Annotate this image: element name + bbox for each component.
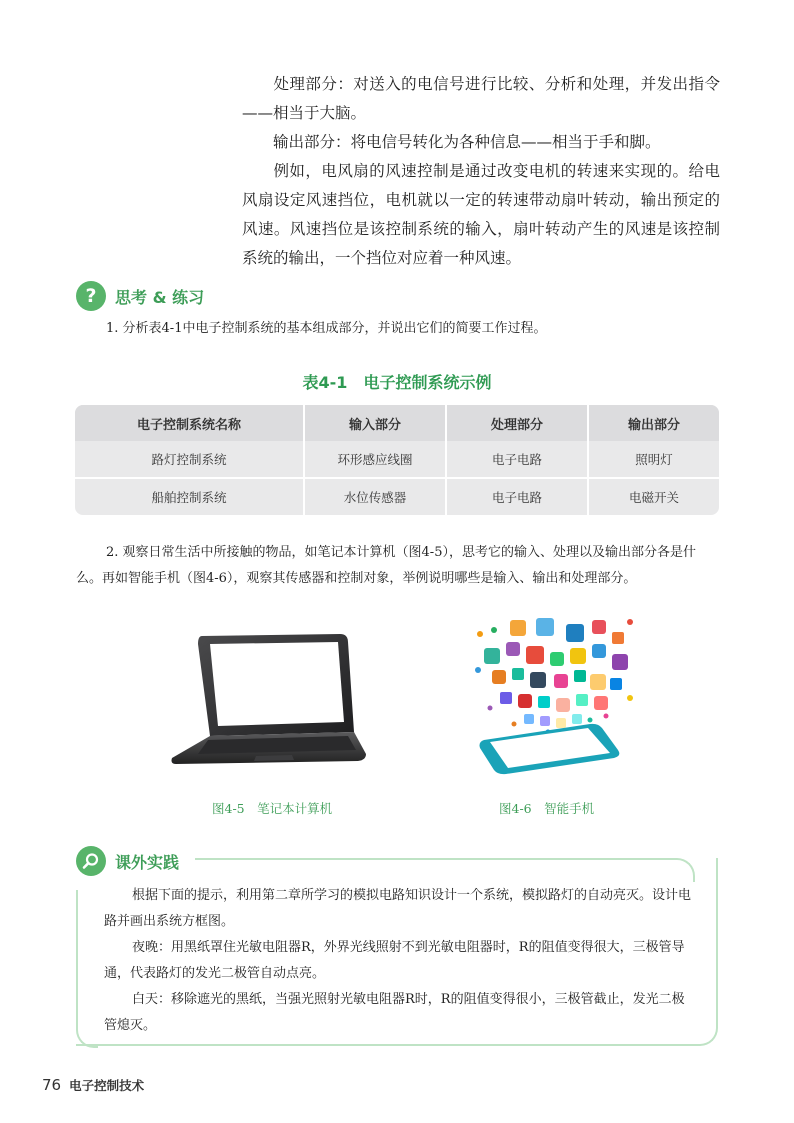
- practice-paragraph-1: 根据下面的提示，利用第二章所学习的模拟电路知识设计一个系统，模拟路灯的自动亮灭。设计电路并画出系统方框图。: [104, 888, 692, 929]
- table-cell: 船舶控制系统: [75, 478, 304, 515]
- table-cell: 环形感应线圈: [304, 441, 446, 478]
- table-cell: 水位传感器: [304, 478, 446, 515]
- table-cell: 电磁开关: [588, 478, 719, 515]
- table-row: [75, 478, 719, 515]
- table-cell: 电子电路: [446, 441, 588, 478]
- paragraph-processing: 处理部分：对送入的电信号进行比较、分析和处理，并发出指令——相当于大脑。: [242, 75, 720, 122]
- question-2: 2. 观察日常生活中所接触的物品，如笔记本计算机（图4-5），思考它的输入、处理以及输出部分各是什么。再如智能手机（图4-6），观察其传感器和控制对象，举例说明哪些是输入、输出和处理部分。: [76, 545, 696, 586]
- laptop-image: [168, 630, 368, 770]
- table-title: 表4-1 电子控制系统示例: [302, 373, 492, 392]
- example-table: [75, 405, 719, 515]
- practice-border-left: [76, 890, 98, 1048]
- smartphone-image: [470, 612, 640, 780]
- practice-paragraph-2: 夜晚：用黑纸罩住光敏电阻器R，外界光线照射不到光敏电阻器时，R的阻值变得很大，三极管导通，代表路灯的发光二极管自动点亮。: [104, 940, 685, 981]
- paragraph-output: 输出部分：将电信号转化为各种信息——相当于手和脚。: [273, 133, 661, 151]
- think-practice-header: [76, 281, 204, 311]
- book-title: 电子控制技术: [69, 1078, 145, 1093]
- figure-4-5-caption: 图4-5 笔记本计算机: [212, 801, 333, 816]
- paragraph-example: 例如，电风扇的风速控制是通过改变电机的转速来实现的。给电风扇设定风速挡位，电机就以一定的转速带动扇叶转动，输出预定的风速。风速挡位是该控制系统的输入，扇叶转动产生的风速是该控制系统的输出，一个挡位对应着一种风速。: [242, 162, 720, 267]
- table-header-cell: 处理部分: [446, 405, 588, 441]
- table-header-row: [75, 405, 719, 441]
- figure-4-6-caption: 图4-6 智能手机: [499, 801, 595, 816]
- question-icon: ?: [76, 281, 106, 311]
- table-header-cell: 输出部分: [588, 405, 719, 441]
- page-number: 76: [42, 1076, 62, 1094]
- practice-title: 课外实践: [115, 852, 180, 872]
- page-footer: [42, 1076, 144, 1094]
- table-cell: 照明灯: [588, 441, 719, 478]
- practice-header: [76, 846, 179, 876]
- table-row: [75, 441, 719, 478]
- table-cell: 路灯控制系统: [75, 441, 304, 478]
- table-header-cell: 输入部分: [304, 405, 446, 441]
- question-1: 1. 分析表4-1中电子控制系统的基本组成部分，并说出它们的简要工作过程。: [106, 321, 547, 336]
- table-header-cell: 电子控制系统名称: [75, 405, 304, 441]
- think-practice-title: 思考 & 练习: [115, 287, 205, 307]
- practice-paragraph-3: 白天：移除遮光的黑纸，当强光照射光敏电阻器R时，R的阻值变得很小，三极管截止，发光二极管熄灭。: [104, 992, 685, 1033]
- magnifier-icon: [76, 846, 106, 876]
- table-cell: 电子电路: [446, 478, 588, 515]
